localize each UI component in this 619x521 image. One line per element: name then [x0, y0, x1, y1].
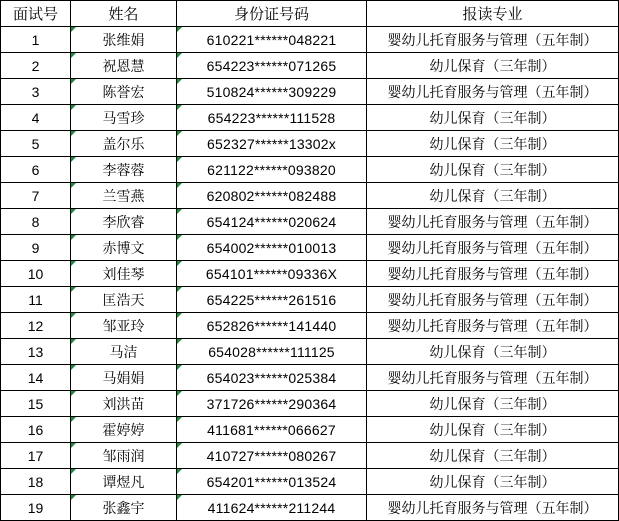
student-name-cell[interactable]	[71, 261, 177, 287]
table-row	[1, 391, 619, 417]
id-number-cell[interactable]	[177, 183, 367, 209]
interview-number-cell[interactable]	[1, 209, 71, 235]
major-cell[interactable]	[367, 469, 619, 495]
text-format-flag-icon	[71, 391, 76, 396]
interview-number-text: 14	[27, 369, 44, 386]
id-number-text: 654223******111528	[207, 109, 336, 126]
text-format-flag-icon	[71, 365, 76, 370]
id-number-cell[interactable]	[177, 235, 367, 261]
student-name-text: 邹雨润	[102, 448, 145, 465]
student-name-text: 张鑫宇	[102, 500, 145, 517]
major-text: 幼儿保育（三年制）	[429, 188, 556, 205]
id-number-text: 610221******048221	[206, 31, 337, 48]
student-name-cell[interactable]	[71, 53, 177, 79]
student-name-cell[interactable]	[71, 79, 177, 105]
header-row	[1, 1, 619, 27]
major-cell[interactable]	[367, 287, 619, 313]
major-cell[interactable]	[367, 391, 619, 417]
table-row	[1, 417, 619, 443]
student-name-cell[interactable]	[71, 365, 177, 391]
id-number-cell[interactable]	[177, 157, 367, 183]
table-row	[1, 235, 619, 261]
text-format-flag-icon	[71, 157, 76, 162]
major-text: 幼儿保育（三年制）	[429, 110, 556, 127]
interview-number-text: 17	[27, 447, 44, 464]
interview-number-text: 5	[31, 135, 40, 152]
student-name-cell[interactable]	[71, 391, 177, 417]
text-format-flag-icon	[177, 235, 182, 240]
major-text: 婴幼儿托育服务与管理（五年制）	[387, 292, 598, 309]
major-cell[interactable]	[367, 53, 619, 79]
table-row	[1, 339, 619, 365]
text-format-flag-icon	[177, 209, 182, 214]
interview-number-cell[interactable]	[1, 391, 71, 417]
student-name-cell[interactable]	[71, 105, 177, 131]
major-text: 婴幼儿托育服务与管理（五年制）	[387, 500, 598, 517]
interview-number-cell[interactable]	[1, 261, 71, 287]
id-number-text: 371726******290364	[206, 395, 337, 412]
student-name-text: 兰雪燕	[102, 188, 145, 205]
student-name-cell[interactable]	[71, 209, 177, 235]
major-cell[interactable]	[367, 365, 619, 391]
roster-body	[1, 27, 619, 521]
table-row	[1, 53, 619, 79]
table-row	[1, 495, 619, 521]
interview-number-text: 7	[31, 187, 40, 204]
student-name-text: 赤博文	[102, 240, 145, 257]
student-name-text: 谭煜凡	[102, 474, 145, 491]
id-number-text: 621122******093820	[207, 161, 336, 178]
text-format-flag-icon	[71, 27, 76, 32]
major-text: 幼儿保育（三年制）	[429, 422, 556, 439]
interview-number-cell[interactable]	[1, 313, 71, 339]
interview-number-cell[interactable]	[1, 443, 71, 469]
text-format-flag-icon	[71, 53, 76, 58]
major-text: 幼儿保育（三年制）	[429, 58, 556, 75]
id-number-text: 654023******025384	[206, 369, 337, 386]
id-number-text: 654028******111125	[208, 343, 335, 360]
text-format-flag-icon	[71, 287, 76, 292]
student-name-cell[interactable]	[71, 27, 177, 53]
id-number-text: 411681******066627	[207, 421, 336, 438]
table-row	[1, 209, 619, 235]
student-name-text: 霍婷婷	[102, 422, 145, 439]
interview-number-text: 10	[27, 265, 44, 282]
id-number-cell[interactable]	[177, 339, 367, 365]
id-number-cell[interactable]	[177, 79, 367, 105]
major-cell[interactable]	[367, 131, 619, 157]
id-number-text: 652826******141440	[206, 317, 337, 334]
major-text: 幼儿保育（三年制）	[429, 474, 556, 491]
interview-number-cell[interactable]	[1, 365, 71, 391]
text-format-flag-icon	[71, 313, 76, 318]
major-text: 婴幼儿托育服务与管理（五年制）	[387, 214, 598, 231]
student-name-cell[interactable]	[71, 235, 177, 261]
interview-number-cell[interactable]	[1, 339, 71, 365]
interview-number-cell[interactable]	[1, 131, 71, 157]
id-number-cell[interactable]	[177, 391, 367, 417]
student-name-cell[interactable]	[71, 157, 177, 183]
id-number-text: 654201******013524	[206, 473, 337, 490]
student-name-cell[interactable]	[71, 131, 177, 157]
interview-number-text: 15	[27, 395, 44, 412]
text-format-flag-icon	[177, 495, 182, 500]
text-format-flag-icon	[177, 157, 182, 162]
major-text: 婴幼儿托育服务与管理（五年制）	[387, 32, 598, 49]
id-number-cell[interactable]	[177, 443, 367, 469]
text-format-flag-icon	[177, 287, 182, 292]
student-name-text: 盖尔乐	[102, 136, 145, 153]
text-format-flag-icon	[71, 183, 76, 188]
interview-number-text: 13	[27, 343, 44, 360]
interview-number-cell[interactable]	[1, 53, 71, 79]
major-cell[interactable]	[367, 261, 619, 287]
table-row	[1, 183, 619, 209]
text-format-flag-icon	[177, 183, 182, 188]
table-row	[1, 79, 619, 105]
text-format-flag-icon	[177, 261, 182, 266]
header-id-number[interactable]: 身份证号码	[177, 1, 367, 27]
text-format-flag-icon	[71, 209, 76, 214]
text-format-flag-icon	[71, 443, 76, 448]
major-cell[interactable]	[367, 417, 619, 443]
interview-number-text: 1	[31, 31, 40, 48]
text-format-flag-icon	[71, 261, 76, 266]
student-name-text: 马雪珍	[102, 110, 145, 127]
interview-number-cell[interactable]	[1, 157, 71, 183]
id-number-cell[interactable]	[177, 287, 367, 313]
student-name-text: 匡浩天	[102, 292, 145, 309]
text-format-flag-icon	[71, 469, 76, 474]
id-number-text: 620802******082488	[206, 187, 337, 204]
student-name-cell[interactable]	[71, 417, 177, 443]
table-row	[1, 443, 619, 469]
interview-number-cell[interactable]	[1, 235, 71, 261]
student-name-cell[interactable]	[71, 495, 177, 521]
interview-number-text: 11	[28, 291, 43, 308]
student-name-cell[interactable]	[71, 469, 177, 495]
text-format-flag-icon	[177, 313, 182, 318]
interview-number-cell[interactable]	[1, 27, 71, 53]
major-cell[interactable]	[367, 339, 619, 365]
table-row	[1, 261, 619, 287]
major-text: 婴幼儿托育服务与管理（五年制）	[387, 266, 598, 283]
student-name-text: 祝恩慧	[102, 58, 145, 75]
table-row	[1, 365, 619, 391]
id-number-text: 654225******261516	[206, 291, 337, 308]
header-major[interactable]: 报读专业	[367, 1, 619, 27]
text-format-flag-icon	[177, 391, 182, 396]
text-format-flag-icon	[177, 105, 182, 110]
interview-number-text: 4	[31, 109, 40, 126]
id-number-cell[interactable]	[177, 469, 367, 495]
interview-number-cell[interactable]	[1, 417, 71, 443]
major-text: 婴幼儿托育服务与管理（五年制）	[387, 318, 598, 335]
text-format-flag-icon	[177, 443, 182, 448]
interview-number-cell[interactable]	[1, 287, 71, 313]
student-name-cell[interactable]	[71, 287, 177, 313]
id-number-cell[interactable]	[177, 313, 367, 339]
text-format-flag-icon	[177, 131, 182, 136]
major-text: 幼儿保育（三年制）	[429, 448, 556, 465]
table-row	[1, 313, 619, 339]
table-row	[1, 157, 619, 183]
student-name-cell[interactable]	[71, 183, 177, 209]
major-text: 幼儿保育（三年制）	[429, 136, 556, 153]
major-cell[interactable]	[367, 495, 619, 521]
student-name-text: 张维娟	[102, 32, 145, 49]
interview-number-text: 12	[27, 317, 44, 334]
interview-number-text: 16	[27, 421, 44, 438]
id-number-cell[interactable]	[177, 209, 367, 235]
major-cell[interactable]	[367, 443, 619, 469]
text-format-flag-icon	[177, 365, 182, 370]
major-cell[interactable]	[367, 313, 619, 339]
interview-number-text: 19	[27, 499, 44, 516]
student-name-text: 马娟娟	[102, 370, 145, 387]
major-cell[interactable]	[367, 105, 619, 131]
text-format-flag-icon	[71, 495, 76, 500]
text-format-flag-icon	[71, 131, 76, 136]
text-format-flag-icon	[177, 27, 182, 32]
id-number-text: 654101******09336X	[205, 265, 338, 282]
student-name-text: 马洁	[109, 344, 138, 361]
interview-number-text: 8	[31, 213, 40, 230]
major-cell[interactable]	[367, 157, 619, 183]
text-format-flag-icon	[71, 417, 76, 422]
table-row	[1, 27, 619, 53]
id-number-cell[interactable]	[177, 261, 367, 287]
student-name-cell[interactable]	[71, 443, 177, 469]
student-name-text: 陈誉宏	[102, 84, 145, 101]
student-name-text: 李蓉蓉	[102, 162, 145, 179]
major-text: 婴幼儿托育服务与管理（五年制）	[387, 370, 598, 387]
major-text: 幼儿保育（三年制）	[429, 162, 556, 179]
text-format-flag-icon	[71, 235, 76, 240]
text-format-flag-icon	[177, 417, 182, 422]
id-number-cell[interactable]	[177, 53, 367, 79]
text-format-flag-icon	[177, 79, 182, 84]
table-row	[1, 105, 619, 131]
id-number-text: 410727******080267	[206, 447, 337, 464]
student-name-text: 邹亚玲	[102, 318, 145, 335]
id-number-cell[interactable]	[177, 105, 367, 131]
id-number-text: 654002******010013	[206, 239, 337, 256]
id-number-cell[interactable]	[177, 131, 367, 157]
major-cell[interactable]	[367, 27, 619, 53]
interview-number-cell[interactable]	[1, 469, 71, 495]
text-format-flag-icon	[177, 339, 182, 344]
major-cell[interactable]	[367, 79, 619, 105]
header-name[interactable]: 姓名	[71, 1, 177, 27]
major-text: 婴幼儿托育服务与管理（五年制）	[387, 84, 598, 101]
student-name-text: 李欣睿	[102, 214, 145, 231]
interview-number-text: 6	[31, 161, 40, 178]
id-number-text: 510824******309229	[206, 83, 337, 100]
text-format-flag-icon	[71, 79, 76, 84]
interview-number-text: 18	[27, 473, 44, 490]
header-interview-number[interactable]: 面试号	[1, 1, 71, 27]
text-format-flag-icon	[71, 105, 76, 110]
id-number-cell[interactable]	[177, 27, 367, 53]
interview-number-text: 2	[31, 57, 40, 74]
interview-number-cell[interactable]	[1, 495, 71, 521]
major-text: 幼儿保育（三年制）	[429, 396, 556, 413]
student-name-cell[interactable]	[71, 313, 177, 339]
interview-number-text: 3	[31, 83, 40, 100]
interview-number-cell[interactable]	[1, 105, 71, 131]
student-name-text: 刘佳琴	[102, 266, 145, 283]
id-number-cell[interactable]	[177, 365, 367, 391]
major-text: 婴幼儿托育服务与管理（五年制）	[387, 240, 598, 257]
table-row	[1, 287, 619, 313]
id-number-cell[interactable]	[177, 495, 367, 521]
interview-number-text: 9	[31, 239, 40, 256]
id-number-cell[interactable]	[177, 417, 367, 443]
text-format-flag-icon	[177, 469, 182, 474]
major-text: 幼儿保育（三年制）	[429, 344, 556, 361]
id-number-text: 654223******071265	[206, 57, 337, 74]
student-name-cell[interactable]	[71, 339, 177, 365]
major-cell[interactable]	[367, 183, 619, 209]
id-number-text: 652327******13302x	[207, 135, 336, 152]
table-row	[1, 131, 619, 157]
student-name-text: 刘洪苗	[102, 396, 145, 413]
id-number-text: 654124******020624	[206, 213, 337, 230]
text-format-flag-icon	[71, 339, 76, 344]
interview-number-cell[interactable]	[1, 183, 71, 209]
interview-number-cell[interactable]	[1, 79, 71, 105]
major-cell[interactable]	[367, 235, 619, 261]
id-number-text: 411624******211244	[207, 499, 336, 516]
table-row	[1, 469, 619, 495]
major-cell[interactable]	[367, 209, 619, 235]
text-format-flag-icon	[177, 53, 182, 58]
